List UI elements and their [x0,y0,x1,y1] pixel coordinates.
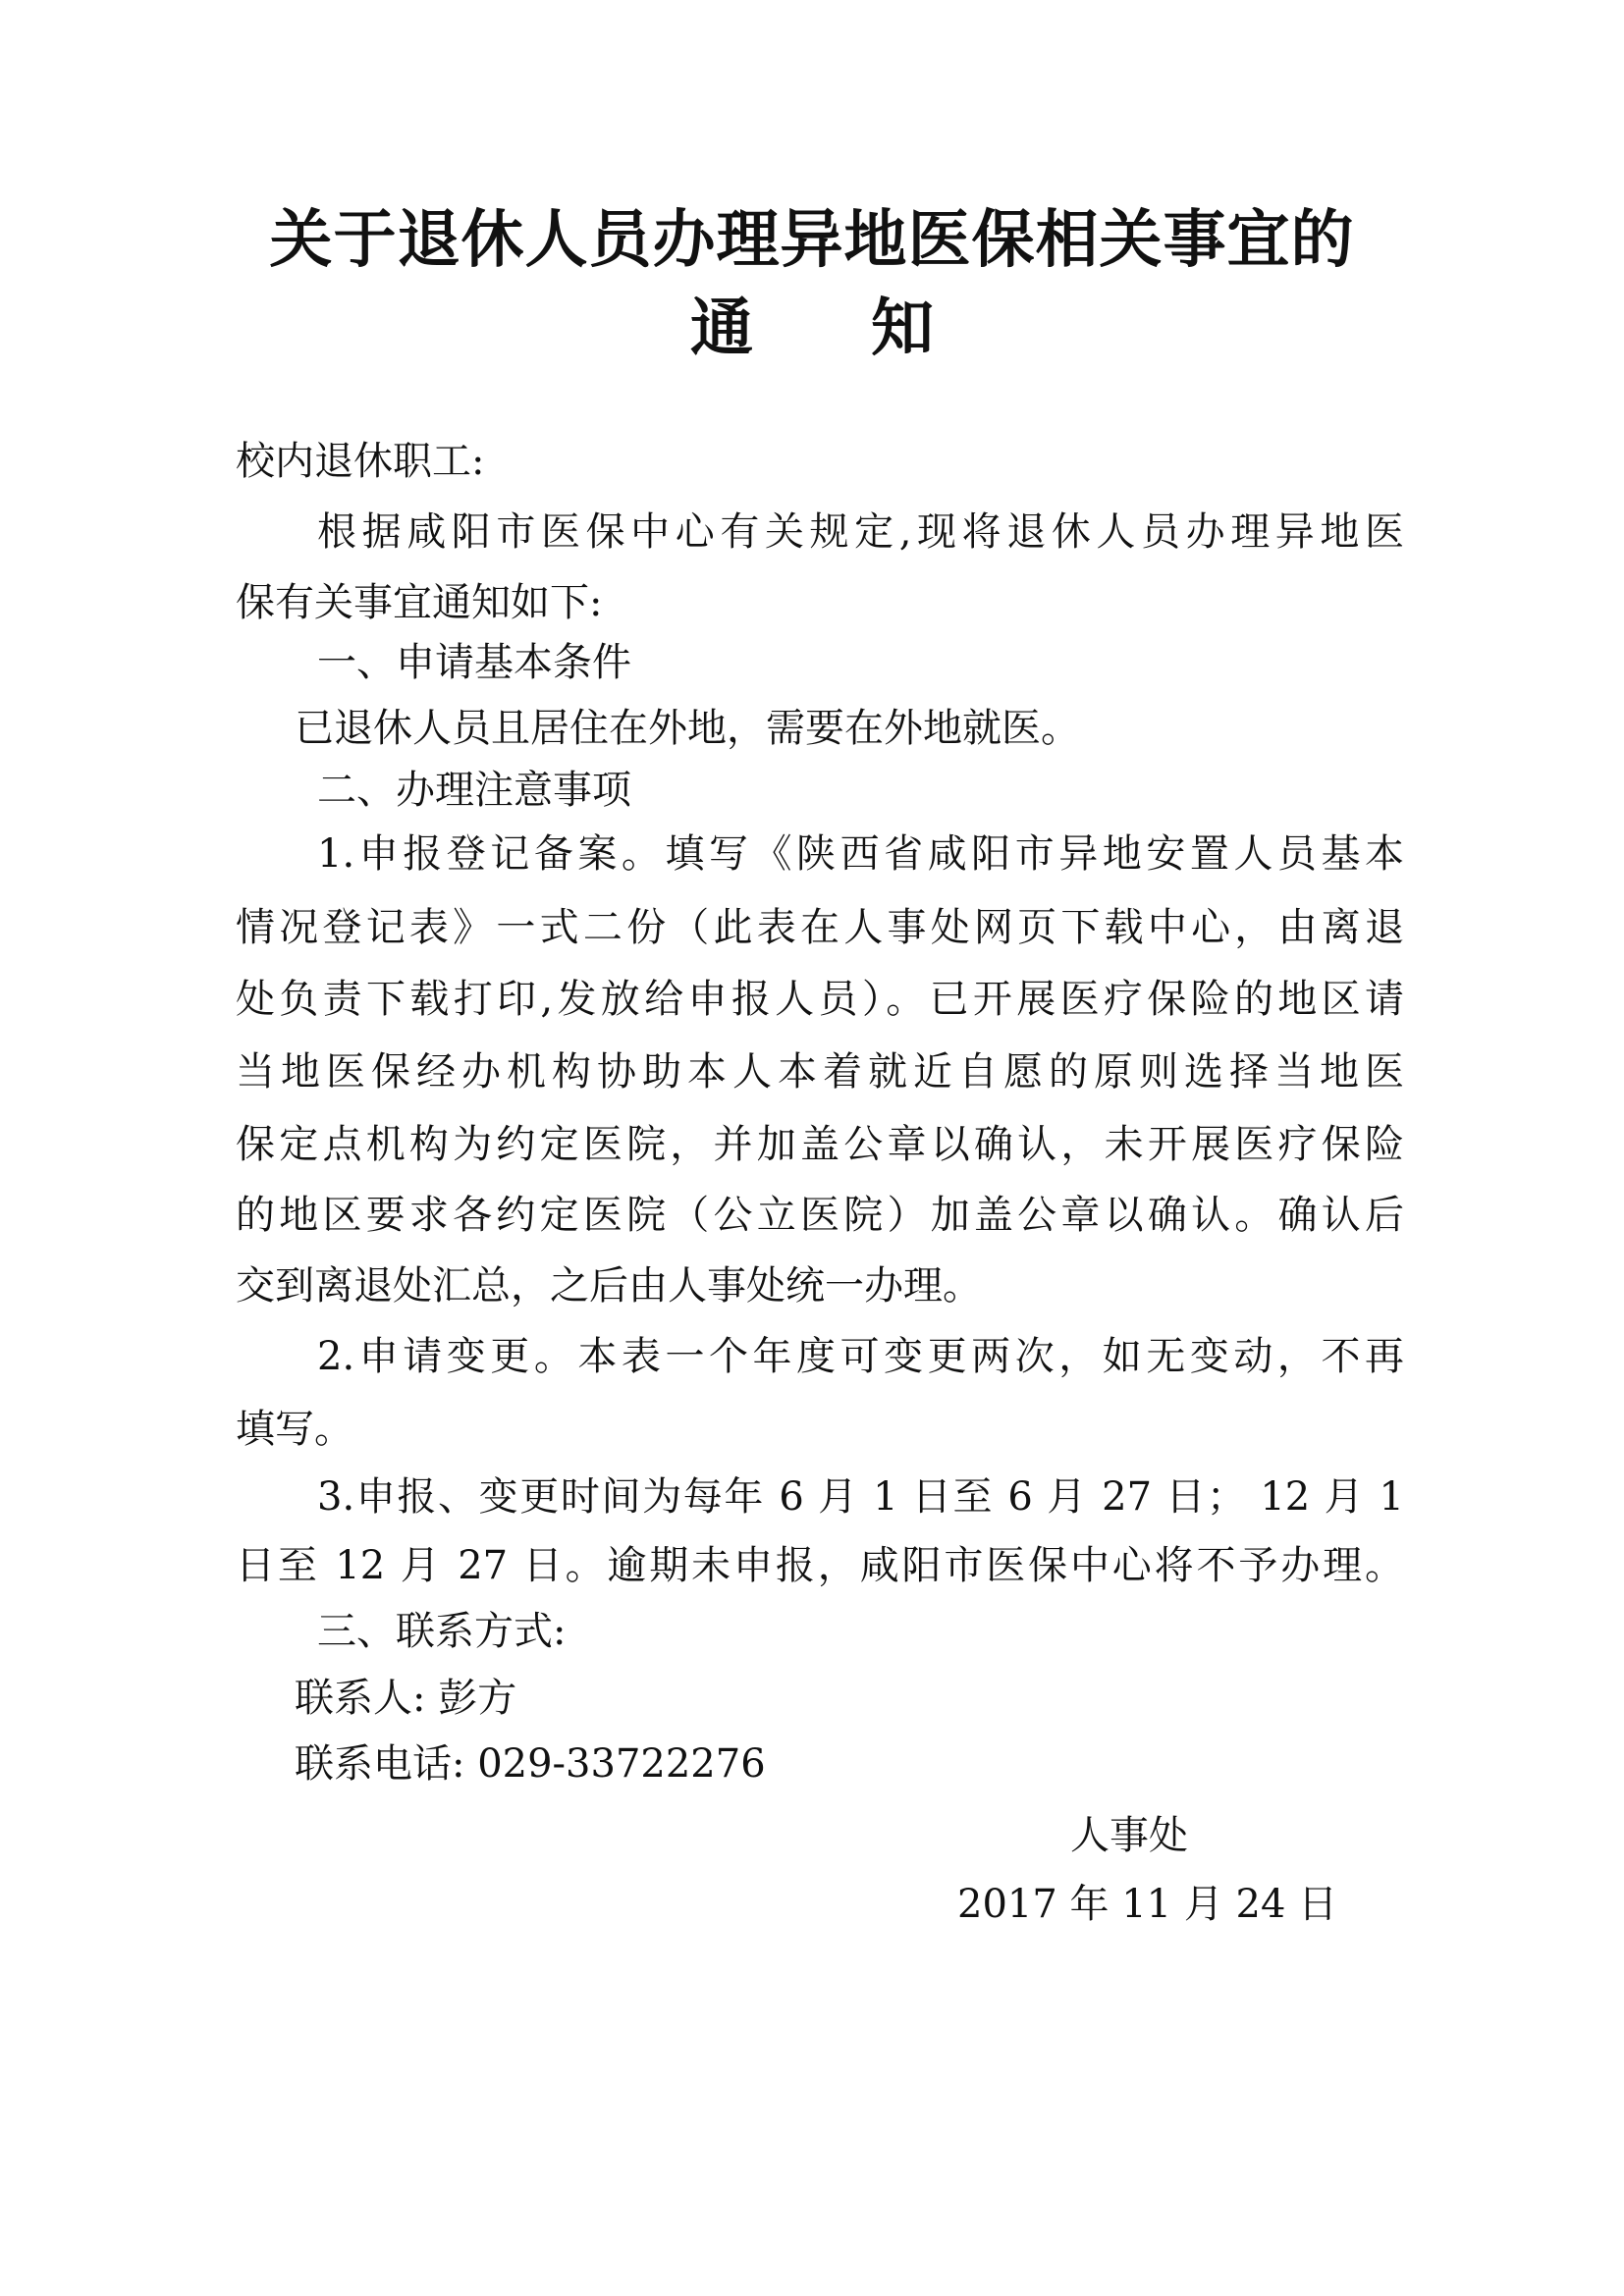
intro-line-2: 保有关事宜通知如下: [236,580,603,625]
document-title-line1: 关于退休人员办理异地医保相关事宜的 [269,204,1355,277]
item2-line-1: 2.申请变更。本表一个年度可变更两次，如无变动，不再 [317,1334,1404,1379]
item1-line-4: 当地医保经办机构协助本人本着就近自愿的原则选择当地医 [236,1049,1404,1095]
contact-person: 联系人: 彭方 [295,1676,517,1721]
item1-line-2: 情况登记表》一式二份（此表在人事处网页下载中心，由离退 [236,905,1404,950]
document-title-line2: 通知 [690,293,1052,365]
item1-line-6: 的地区要求各约定医院（公立医院）加盖公章以确认。确认后 [236,1193,1404,1238]
intro-line-1: 根据咸阳市医保中心有关规定,现将退休人员办理异地医 [317,509,1404,555]
item1-line-3: 处负责下载打印,发放给申报人员）。已开展医疗保险的地区请 [236,977,1404,1022]
item3-line-1: 3.申报、变更时间为每年 6 月 1 日至 6 月 27 日； 12 月 1 [317,1474,1404,1520]
signature-date: 2017 年 11 月 24 日 [957,1882,1338,1927]
item3-line-2: 日至 12 月 27 日。逾期未申报，咸阳市医保中心将不予办理。 [236,1543,1404,1588]
section1-heading: 一、申请基本条件 [317,640,631,685]
item2-line-2: 填写。 [236,1407,353,1452]
item1-line-7: 交到离退处汇总，之后由人事处统一办理。 [236,1263,982,1308]
item1-line-5: 保定点机构为约定医院，并加盖公章以确认，未开展医疗保险 [236,1122,1404,1167]
item1-line-1: 1.申报登记备案。填写《陕西省咸阳市异地安置人员基本 [317,831,1404,877]
salutation: 校内退休职工: [236,439,485,484]
section1-text: 已退休人员且居住在外地，需要在外地就医。 [295,706,1080,751]
section2-heading: 二、办理注意事项 [317,768,631,813]
section3-heading: 三、联系方式: [317,1609,567,1654]
signature-org: 人事处 [1070,1813,1188,1858]
contact-phone: 联系电话: 029-33722276 [295,1741,766,1787]
